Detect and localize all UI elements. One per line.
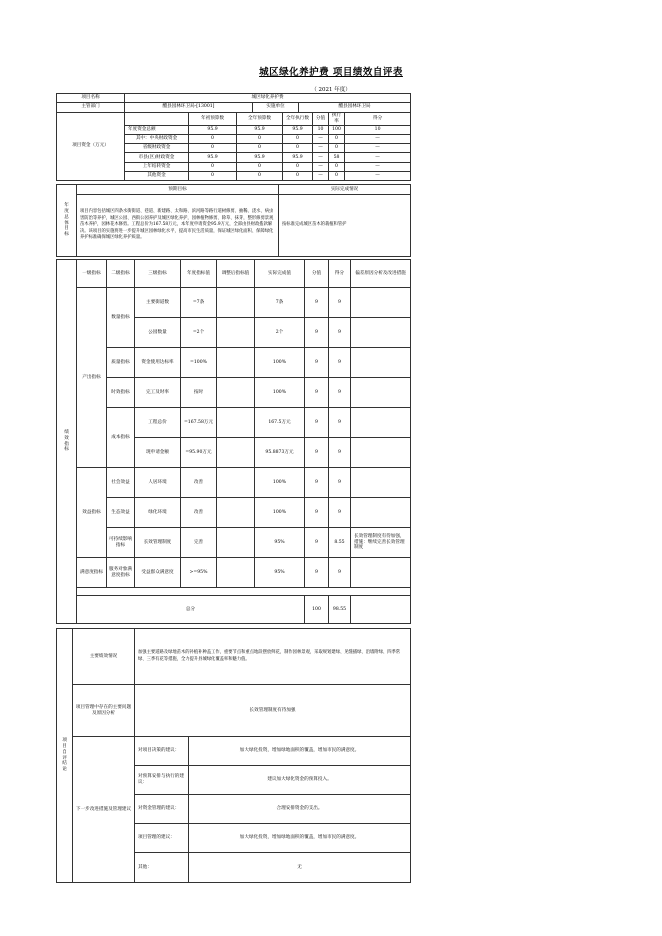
indicators-table <box>56 259 411 624</box>
page-title: 城区绿化养护费 项目绩效自评表 <box>259 67 403 78</box>
suggestion-text: 加大绿化投资，增加绿地面积的覆盖，增加市民的满意度。 <box>189 737 411 766</box>
target-cell: =2个 <box>181 318 217 348</box>
funds-cell: 0 <box>189 172 237 181</box>
funds-cell: 0 <box>329 172 345 181</box>
impl-value: 醴县园林环卫局 <box>299 103 411 112</box>
next-steps-label: 下一步改进措施及管理建议 <box>73 737 135 883</box>
funds-cell: — <box>313 144 329 153</box>
target-cell: >=95% <box>181 558 217 588</box>
funds-cell: 0 <box>237 172 283 181</box>
funds-cell: — <box>345 162 411 171</box>
project-name-label: 项目名称 <box>57 94 125 103</box>
problems-text: 长效管理制度有待加强 <box>135 685 411 737</box>
reason-cell <box>351 318 411 348</box>
actual-header: 实际完成情况 <box>279 185 411 195</box>
actual-cell: 95% <box>255 558 305 588</box>
target-cell: =167.58万元 <box>181 408 217 438</box>
funds-cell: 0 <box>283 134 313 143</box>
funds-cell: 100 <box>329 125 345 134</box>
reason-cell <box>351 378 411 408</box>
funds-cell: 0 <box>237 134 283 143</box>
expected-header: 预期目标 <box>77 185 279 195</box>
funds-cell: — <box>345 144 411 153</box>
reason-cell <box>351 408 411 438</box>
reason-cell <box>351 498 411 528</box>
adjusted-cell <box>217 498 255 528</box>
funds-cell: 0 <box>329 162 345 171</box>
funds-cell: 58 <box>329 153 345 162</box>
funds-cell: 0 <box>283 144 313 153</box>
reason-cell <box>351 288 411 318</box>
l2-eco: 生态效益 <box>107 498 135 528</box>
goals-section-label: 年度总体目标 <box>57 185 77 257</box>
l2-quality: 质量指标 <box>107 348 135 378</box>
funds-cell: 95.9 <box>283 125 313 134</box>
funds-cell: — <box>345 172 411 181</box>
reason-cell: 长效管理制度有待加强，措施：继续完善长效管理制度 <box>351 528 411 558</box>
l3-cell: 现申请金额 <box>135 438 181 468</box>
conclusion-section-label: 项目自评结论 <box>57 629 73 883</box>
l2-satisfaction: 服务对象满意度指标 <box>107 558 135 588</box>
funds-cell: — <box>345 134 411 143</box>
score-cell: 9 <box>305 468 329 498</box>
funds-cell: — <box>313 172 329 181</box>
impl-label: 实施单位 <box>253 103 299 112</box>
actual-text: 按标准完成城区苗木的栽植和管护 <box>279 195 411 257</box>
dept-label: 主管部门 <box>57 103 125 112</box>
funds-header: 年初预算数 <box>189 112 237 125</box>
reason-cell <box>351 558 411 588</box>
indicator-header: 二级指标 <box>107 260 135 288</box>
score-cell: 9 <box>305 438 329 468</box>
got-cell: 9 <box>329 318 351 348</box>
indicator-header: 调整后指标值 <box>217 260 255 288</box>
l3-cell: 公园数量 <box>135 318 181 348</box>
got-cell: 8.55 <box>329 528 351 558</box>
score-cell: 9 <box>305 288 329 318</box>
funds-cell: — <box>313 162 329 171</box>
funds-row-label: 其他资金 <box>125 172 189 181</box>
l3-cell: 工程总价 <box>135 408 181 438</box>
total-score: 100 <box>305 596 329 624</box>
suggestion-label: 对项目决策的建议： <box>135 737 189 766</box>
funds-header: 全年预算数 <box>237 112 283 125</box>
adjusted-cell <box>217 378 255 408</box>
l3-cell: 人居环境 <box>135 468 181 498</box>
adjusted-cell <box>217 288 255 318</box>
actual-cell: 100% <box>255 378 305 408</box>
funds-cell: — <box>345 153 411 162</box>
funds-cell: 0 <box>189 144 237 153</box>
l2-social: 社会效益 <box>107 468 135 498</box>
adjusted-cell <box>217 408 255 438</box>
got-cell: 9 <box>329 378 351 408</box>
funds-cell: 0 <box>237 162 283 171</box>
l1-satisfaction: 满意度指标 <box>77 558 107 588</box>
funds-header: 全年执行数 <box>283 112 313 125</box>
funds-header: 分值 <box>313 112 329 125</box>
basic-info-table <box>56 93 411 181</box>
total-got: 98.55 <box>329 596 351 624</box>
funds-row-label: 年度资金总额 <box>125 125 189 134</box>
l3-cell: 主要街道数 <box>135 288 181 318</box>
problems-label: 项目管理中存在的主要问题及原因分析 <box>73 685 135 737</box>
indicator-header: 偏差原因分析及改进措施 <box>351 260 411 288</box>
l2-quantity: 数量指标 <box>107 288 135 348</box>
l1-output: 产出指标 <box>77 288 107 468</box>
score-cell: 9 <box>305 348 329 378</box>
score-cell: 9 <box>305 408 329 438</box>
adjusted-cell <box>217 528 255 558</box>
adjusted-cell <box>217 468 255 498</box>
adjusted-cell <box>217 318 255 348</box>
expected-text: 项目内容包括城区四条水街街道、巷道、新建路、太和路、滨河路等路行道树修剪、抽稀、浇水、病虫害防治等养护，城区公园、西街公园养护及城区绿化养护，园林植物修剪、除草、抹芽，整形修剪景观苗木养护，园林花木修剪。工程总价为167.58万元，本年度申请资金95.9万元，全部由县财政拨款解决。该项目的实施将进一步提升城区园林绿化水平，提高市民生活质量，保证城区绿化面积、保障绿化养护标准确保城区绿化养护质量。 <box>77 195 279 257</box>
target-cell: 改善 <box>181 468 217 498</box>
funds-cell: 95.9 <box>189 153 237 162</box>
indicator-header: 分值 <box>305 260 329 288</box>
adjusted-cell <box>217 348 255 378</box>
funds-cell: 95.9 <box>237 125 283 134</box>
suggestion-label: 其他： <box>135 853 189 883</box>
target-cell: 按时 <box>181 378 217 408</box>
l1-benefit: 效益指标 <box>77 468 107 558</box>
actual-cell: 2个 <box>255 318 305 348</box>
funds-cell: 95.9 <box>283 153 313 162</box>
funds-cell: 0 <box>189 134 237 143</box>
l2-cost: 成本指标 <box>107 408 135 468</box>
l3-cell: 长效管理制度 <box>135 528 181 558</box>
target-cell: 完善 <box>181 528 217 558</box>
funds-cell: 0 <box>329 144 345 153</box>
score-cell: 9 <box>305 318 329 348</box>
funds-cell: 10 <box>313 125 329 134</box>
got-cell: 9 <box>329 348 351 378</box>
actual-cell: 95% <box>255 528 305 558</box>
actual-cell: 95.8873万元 <box>255 438 305 468</box>
actual-cell: 100% <box>255 348 305 378</box>
funds-cell: — <box>313 134 329 143</box>
actual-cell: 100% <box>255 468 305 498</box>
got-cell: 9 <box>329 468 351 498</box>
goals-table <box>56 184 411 257</box>
adjusted-cell <box>217 438 255 468</box>
funds-cell: 0 <box>283 172 313 181</box>
indicator-header: 实际完成值 <box>255 260 305 288</box>
main-results-text: 加强主要道路及绿地苗木的补植补种盖工作，重要节点和重点地段摆放鲜花，制作园林景观，采取规划建绿、见缝插绿、沿墙附绿、四季常绿、三季有花等措施，全力提升县城绿化覆盖率和魅力值。 <box>135 629 411 685</box>
actual-cell: 100% <box>255 498 305 528</box>
l3-cell: 资金使用达标率 <box>135 348 181 378</box>
funds-cell: 95.9 <box>189 125 237 134</box>
target-cell: =95.90万元 <box>181 438 217 468</box>
funds-header: 执行率 <box>329 112 345 125</box>
l3-cell: 绿化环境 <box>135 498 181 528</box>
actual-cell: 7条 <box>255 288 305 318</box>
total-label: 总分 <box>77 596 305 624</box>
suggestion-label: 对预算安排与执行的建议： <box>135 766 189 795</box>
got-cell: 9 <box>329 438 351 468</box>
suggestion-text: 加大绿化投资，增加绿地面积的覆盖，增加市民的满意度。 <box>189 824 411 853</box>
funds-cell: 0 <box>189 162 237 171</box>
funds-row-label: 省级财政资金 <box>125 144 189 153</box>
funds-cell: 0 <box>329 134 345 143</box>
funds-cell: 95.9 <box>237 153 283 162</box>
score-cell: 9 <box>305 498 329 528</box>
l2-sustain: 可持续影响指标 <box>107 528 135 558</box>
suggestion-text: 合理安排资金的支出。 <box>189 795 411 824</box>
conclusion-table <box>56 628 411 883</box>
score-cell: 9 <box>305 558 329 588</box>
funds-cell: 10 <box>345 125 411 134</box>
funds-row-label: 其中：中央财政资金 <box>125 134 189 143</box>
funds-cell: 0 <box>237 144 283 153</box>
funds-section-label: 项目资金（万元） <box>57 112 125 181</box>
project-name: 城区绿化养护费 <box>125 94 411 103</box>
adjusted-cell <box>217 558 255 588</box>
funds-cell: 0 <box>283 162 313 171</box>
target-cell: =100% <box>181 348 217 378</box>
indicator-header: 得分 <box>329 260 351 288</box>
reason-cell <box>351 468 411 498</box>
dept-value: 醴县园林环卫局-[13001] <box>125 103 253 112</box>
indicator-header: 三级指标 <box>135 260 181 288</box>
suggestion-text: 建议加大绿化资金的预算投入。 <box>189 766 411 795</box>
target-cell: =7条 <box>181 288 217 318</box>
year-line: （ 2021 年度） <box>311 87 351 93</box>
indicator-header: 年度指标值 <box>181 260 217 288</box>
got-cell: 9 <box>329 288 351 318</box>
target-cell: 改善 <box>181 498 217 528</box>
actual-cell: 167.5万元 <box>255 408 305 438</box>
suggestion-label: 对资金管理的建议： <box>135 795 189 824</box>
score-cell: 9 <box>305 528 329 558</box>
l3-cell: 受益群众满意度 <box>135 558 181 588</box>
got-cell: 9 <box>329 408 351 438</box>
funds-row-label: 上年结转资金 <box>125 162 189 171</box>
suggestion-label: 项目管理的建议： <box>135 824 189 853</box>
got-cell: 9 <box>329 558 351 588</box>
l3-cell: 完工及时率 <box>135 378 181 408</box>
funds-cell: — <box>313 153 329 162</box>
score-cell: 9 <box>305 378 329 408</box>
funds-header: 得分 <box>345 112 411 125</box>
reason-cell <box>351 348 411 378</box>
reason-cell <box>351 438 411 468</box>
suggestion-text: 无 <box>189 853 411 883</box>
got-cell: 9 <box>329 498 351 528</box>
indicators-section-label: 绩效指标 <box>57 260 77 624</box>
funds-row-label: 市县(区)财政资金 <box>125 153 189 162</box>
l2-time: 时效指标 <box>107 378 135 408</box>
main-results-label: 主要绩效情况 <box>73 629 135 685</box>
indicator-header: 一级指标 <box>77 260 107 288</box>
